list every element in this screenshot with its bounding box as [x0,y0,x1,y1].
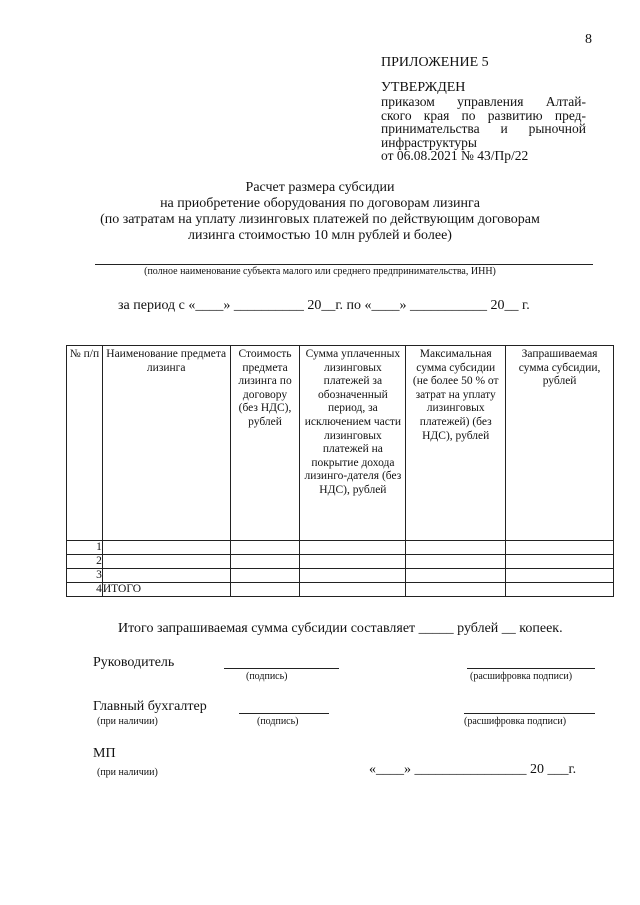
period-line[interactable]: за период с «____» __________ 20__г. по «____» ___________ 20__ г. [118,298,530,313]
table-row [67,569,614,583]
table-row [67,541,614,555]
head-signature-line[interactable] [224,668,339,669]
approved-label: УТВЕРЖДЕН [381,80,466,95]
item-name-cell[interactable] [102,569,230,583]
requested-cell[interactable] [506,583,614,597]
table-row [67,555,614,569]
approval-order [381,95,586,163]
document-title [0,180,640,244]
col-header-item-name: Наименование предмета лизинга [102,346,230,541]
cost-cell[interactable] [230,569,300,583]
requested-cell[interactable] [506,555,614,569]
col-header-max-subsidy: Максимальная сумма субсидии (не более 50 % от затрат на уплату лизинговых платежей) (без НДС), рублей [406,346,506,541]
chief-accountant-signature-line[interactable] [239,713,329,714]
order-line: от 06.08.2021 № 43/Пр/22 [381,148,529,164]
col-header-cost: Стоимость предмета лизинга по договору (без НДС), рублей [230,346,300,541]
appendix-label: ПРИЛОЖЕНИЕ 5 [381,55,489,70]
total-requested-line[interactable]: Итого запрашиваемая сумма субсидии составляет _____ рублей __ копеек. [118,621,563,636]
order-line: принимательства и рыночной [381,121,586,137]
payments-cell[interactable] [300,583,406,597]
max-subsidy-cell[interactable] [406,583,506,597]
col-header-payments: Сумма уплаченных лизинговых платежей за обозначенный период, за исключением части лизинговых платежей на покрытие дохода лизинго-дателя (без НДС), рублей [300,346,406,541]
cost-cell[interactable] [230,583,300,597]
chief-accountant-decoding-line[interactable] [464,713,595,714]
max-subsidy-cell[interactable] [406,555,506,569]
stamp-label: МП [93,746,116,761]
col-header-requested: Запрашиваемая сумма субсидии, рублей [506,346,614,541]
title-line: Расчет размера субсидии [245,180,395,195]
head-signature-caption: (подпись) [246,671,288,682]
page-number: 8 [585,32,592,47]
item-name-cell[interactable] [102,555,230,569]
max-subsidy-cell[interactable] [406,569,506,583]
cost-cell[interactable] [230,555,300,569]
date-line[interactable]: «____» ________________ 20 ___г. [369,762,577,777]
stamp-if-any: (при наличии) [97,767,158,778]
max-subsidy-cell[interactable] [406,541,506,555]
title-line: (по затратам на уплату лизинговых платежей по действующим договорам [100,212,540,227]
row-number: 1 [67,541,103,555]
title-line: на приобретение оборудования по договорам лизинга [160,196,480,211]
row-number: 4 [67,583,103,597]
head-decoding-caption: (расшифровка подписи) [470,671,573,682]
head-label: Руководитель [93,655,175,670]
requested-cell[interactable] [506,569,614,583]
chief-accountant-decoding-caption: (расшифровка подписи) [464,716,567,727]
head-decoding-line[interactable] [467,668,595,669]
col-header-number: № п/п [67,346,103,541]
table-row-total [67,583,614,597]
table-header-row [67,346,614,541]
entity-name-line[interactable] [95,264,593,265]
title-line: лизинга стоимостью 10 млн рублей и более) [188,228,452,243]
item-name-cell[interactable] [102,541,230,555]
total-label-cell: ИТОГО [102,583,230,597]
order-line: инфраструктуры [381,134,477,150]
requested-cell[interactable] [506,541,614,555]
entity-caption: (полное наименование субъекта малого или среднего предпринимательства, ИНН) [144,266,496,277]
order-line: ского края по развитию пред- [381,107,586,123]
chief-accountant-signature-caption: (подпись) [257,716,299,727]
order-line: приказом управления Алтай- [381,94,586,109]
chief-accountant-label: Главный бухгалтер [93,699,207,714]
row-number: 3 [67,569,103,583]
payments-cell[interactable] [300,555,406,569]
row-number: 2 [67,555,103,569]
payments-cell[interactable] [300,569,406,583]
chief-accountant-if-any: (при наличии) [97,716,158,727]
cost-cell[interactable] [230,541,300,555]
payments-cell[interactable] [300,541,406,555]
subsidy-table [66,345,614,597]
